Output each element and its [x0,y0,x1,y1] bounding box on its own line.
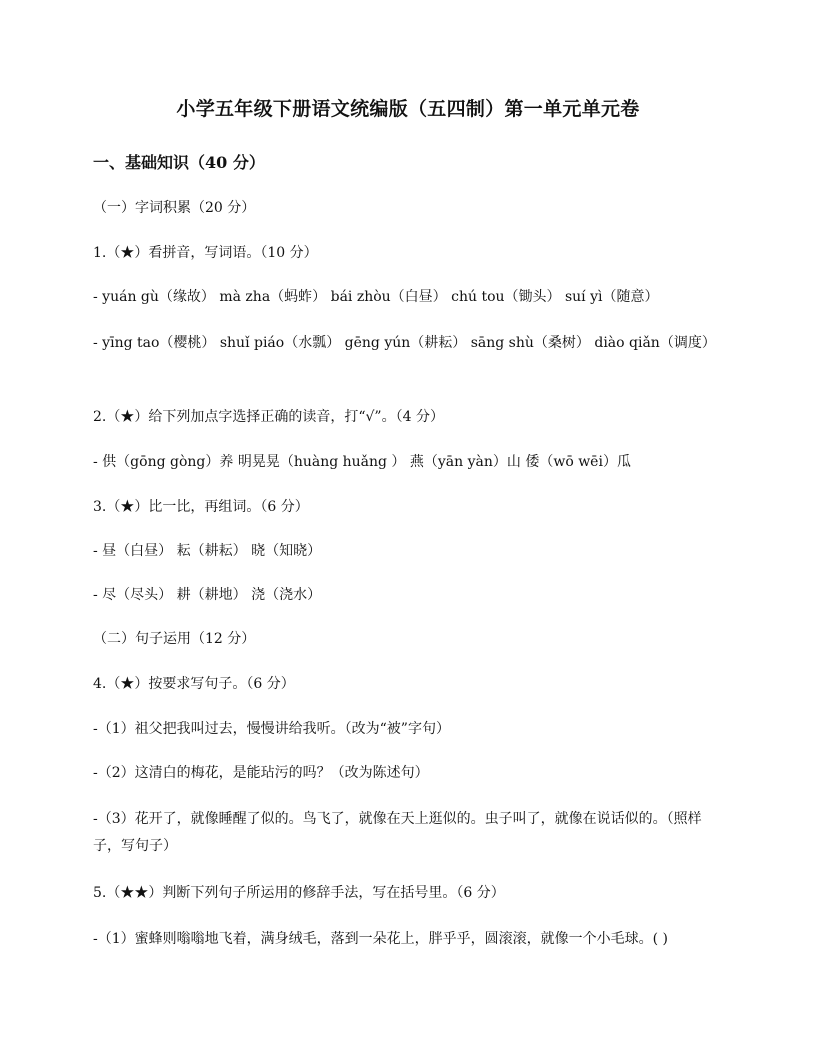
question-2-row-1: - 供（gōng gòng）养 明晃晃（huàng huǎng ） 燕（yān yàn）山 倭（wō wēi）瓜 [93,454,631,470]
question-1-prompt: 1.（★）看拼音，写词语。（10 分） [93,245,318,261]
part-heading-vocabulary: （一）字词积累（20 分） [93,200,256,216]
question-4-item-1: -（1）祖父把我叫过去，慢慢讲给我听。（改为“被”字句） [93,721,450,737]
question-4-item-3: -（3）花开了，就像睡醒了似的。鸟飞了，就像在天上逛似的。虫子叫了，就像在说话似的。（照样子，写句子） [93,811,702,854]
question-5-item-1: -（1）蜜蜂则嗡嗡地飞着，满身绒毛，落到一朵花上，胖乎乎，圆滚滚，就像一个小毛球。( ) [93,931,669,947]
question-1-row-2: - yīng tao（樱桃） shuǐ piáo（水瓢） gēng yún（耕耘） sāng shù（桑树） diào qiǎn（调度） [93,335,716,351]
question-2-prompt: 2.（★）给下列加点字选择正确的读音，打“√”。（4 分） [93,409,444,425]
document-title: 小学五年级下册语文统编版（五四制）第一单元单元卷 [176,98,640,120]
question-1-row-1: - yuán gù（缘故） mà zha（蚂蚱） bái zhòu（白昼） chú tou（锄头） suí yì（随意） [93,289,659,305]
question-3-prompt: 3.（★）比一比，再组词。（6 分） [93,499,309,515]
question-3-row-2: - 尽（尽头） 耕（耕地） 浇（浇水） [93,587,322,603]
question-4-item-2: -（2）这清白的梅花，是能玷污的吗？（改为陈述句） [93,765,429,781]
part-heading-sentences: （二）句子运用（12 分） [93,631,256,647]
question-4-prompt: 4.（★）按要求写句子。（6 分） [93,676,295,692]
question-3-row-1: - 昼（白昼） 耘（耕耘） 晓（知晓） [93,543,322,559]
question-5-prompt: 5.（★★）判断下列句子所运用的修辞手法，写在括号里。（6 分） [93,885,505,901]
section-heading-basic-knowledge: 一、基础知识（40 分） [93,153,265,172]
